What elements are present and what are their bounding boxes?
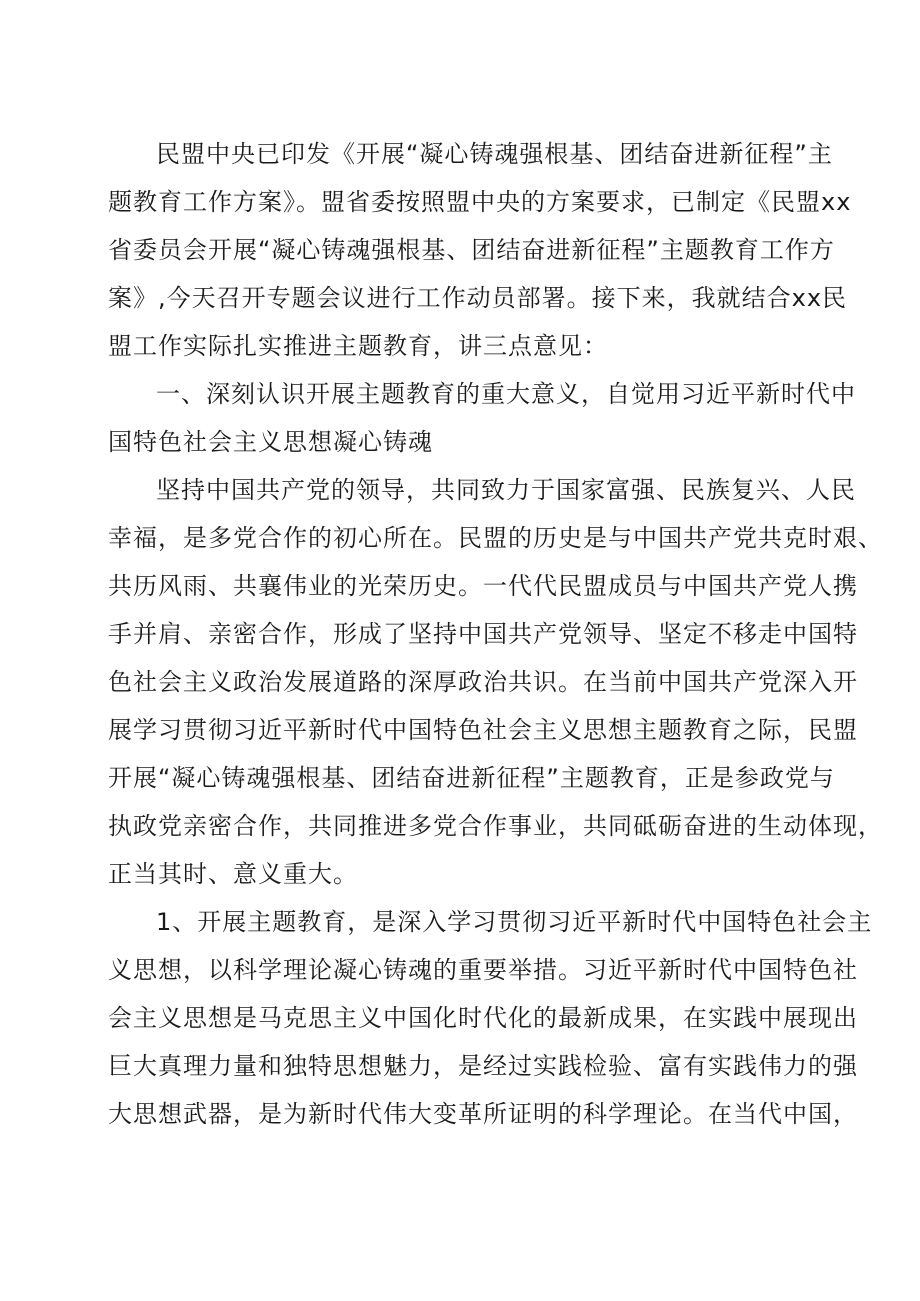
text-line: 会主义思想是马克思主义中国化时代化的最新成果，在实践中展现出 bbox=[108, 1004, 858, 1032]
text-line: 1、开展主题教育，是深入学习贯彻习近平新时代中国特色社会主 bbox=[156, 908, 873, 936]
text-line: 一、深刻认识开展主题教育的重大意义，自觉用习近平新时代中 bbox=[156, 380, 856, 408]
text-line: 幸福，是多党合作的初心所在。民盟的历史是与中国共产党共克时艰、 bbox=[108, 524, 883, 552]
text-line: 义思想，以科学理论凝心铸魂的重要举措。习近平新时代中国特色社 bbox=[108, 956, 858, 984]
section-heading-1 bbox=[108, 370, 856, 466]
text-line: 执政党亲密合作，共同推进多党合作事业，共同砥砺奋进的生动体现， bbox=[108, 812, 883, 840]
text-line: 展学习贯彻习近平新时代中国特色社会主义思想主题教育之际，民盟 bbox=[108, 716, 858, 744]
text-line: 共历风雨、共襄伟业的光荣历史。一代代民盟成员与中国共产党人携 bbox=[108, 572, 858, 600]
text-line: 题教育工作方案》。盟省委按照盟中央的方案要求，已制定《民盟xx bbox=[108, 188, 852, 216]
text-line: 案》,今天召开专题会议进行工作动员部署。接下来，我就结合xx民 bbox=[108, 284, 848, 312]
paragraph-intro bbox=[108, 130, 852, 370]
text-line: 盟工作实际扎实推进主题教育，讲三点意见： bbox=[108, 332, 608, 360]
paragraph-point-1 bbox=[108, 898, 873, 1138]
text-line: 正当其时、意义重大。 bbox=[108, 860, 358, 888]
paragraph-significance bbox=[108, 466, 883, 898]
text-line: 民盟中央已印发《开展“凝心铸魂强根基、团结奋进新征程”主 bbox=[156, 140, 833, 168]
text-line: 开展“凝心铸魂强根基、团结奋进新征程”主题教育，正是参政党与 bbox=[108, 764, 835, 792]
text-line: 手并肩、亲密合作，形成了坚持中国共产党领导、坚定不移走中国特 bbox=[108, 620, 858, 648]
text-line: 省委员会开展“凝心铸魂强根基、团结奋进新征程”主题教育工作方 bbox=[108, 236, 835, 264]
text-line: 色社会主义政治发展道路的深厚政治共识。在当前中国共产党深入开 bbox=[108, 668, 858, 696]
text-line: 大思想武器，是为新时代伟大变革所证明的科学理论。在当代中国， bbox=[108, 1100, 858, 1128]
text-line: 坚持中国共产党的领导，共同致力于国家富强、民族复兴、人民 bbox=[156, 476, 856, 504]
text-line: 巨大真理力量和独特思想魅力，是经过实践检验、富有实践伟力的强 bbox=[108, 1052, 858, 1080]
text-line: 国特色社会主义思想凝心铸魂 bbox=[108, 428, 433, 456]
